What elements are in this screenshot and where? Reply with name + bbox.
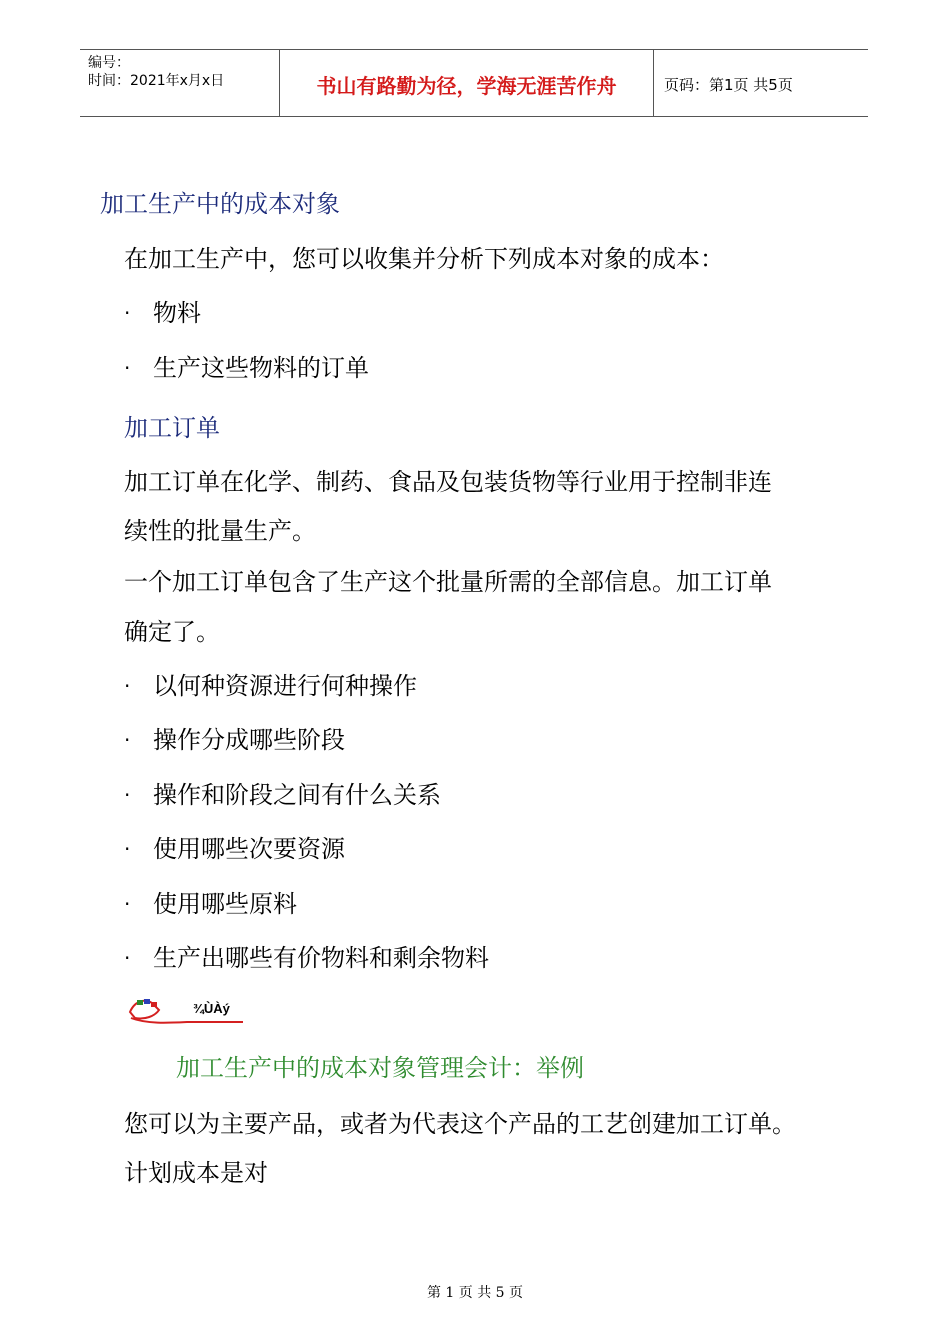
list-item: 生产出哪些有价物料和剩余物料 [153,944,489,972]
header-info-cell [80,50,280,116]
header-page-label: 页码：第1页 共5页 [664,76,793,94]
list-item: 使用哪些原料 [153,890,297,918]
list-item: 以何种资源进行何种操作 [153,672,417,700]
list-item: 操作和阶段之间有什么关系 [153,781,441,809]
header-motto: 书山有路勤为径，学海无涯苦作舟 [316,74,617,98]
list-item: 使用哪些次要资源 [153,835,345,863]
list-item: 操作分成哪些阶段 [153,726,345,754]
list-item: 物料 [153,299,201,327]
bullet-marker: · [124,946,131,970]
paragraph-line: 续性的批量生产。 [124,517,316,545]
section-heading-example: 加工生产中的成本对象管理会计：举例 [176,1054,584,1082]
section-heading-cost-objects: 加工生产中的成本对象 [100,190,340,218]
intro-paragraph: 在加工生产中，您可以收集并分析下列成本对象的成本： [124,245,724,273]
paragraph-line: 您可以为主要产品，或者为代表这个产品的工艺创建加工订单。 [124,1110,796,1138]
header-time-label: 时间：2021年x月x日 [88,73,225,89]
bullet-marker: · [124,783,131,807]
paragraph-line: 计划成本是对 [124,1159,268,1187]
example-logo-text: ¾ÙÀý [193,1001,230,1016]
bullet-marker: · [124,728,131,752]
bullet-marker: · [124,674,131,698]
section-heading-process-orders: 加工订单 [124,414,220,442]
bullet-marker: · [124,356,131,380]
list-item: 生产这些物料的订单 [153,354,369,382]
paragraph-line: 一个加工订单包含了生产这个批量所需的全部信息。加工订单 [124,568,772,596]
paragraph-line: 加工订单在化学、制药、食品及包装货物等行业用于控制非连 [124,468,772,496]
header-page-cell [654,50,868,116]
document-header [80,49,868,117]
header-number-label: 编号： [88,55,130,71]
bullet-marker: · [124,892,131,916]
bullet-marker: · [124,301,131,325]
bullet-marker: · [124,837,131,861]
page-footer: 第 1 页 共 5 页 [426,1285,524,1301]
header-motto-cell [280,50,654,116]
paragraph-line: 确定了。 [124,618,220,646]
